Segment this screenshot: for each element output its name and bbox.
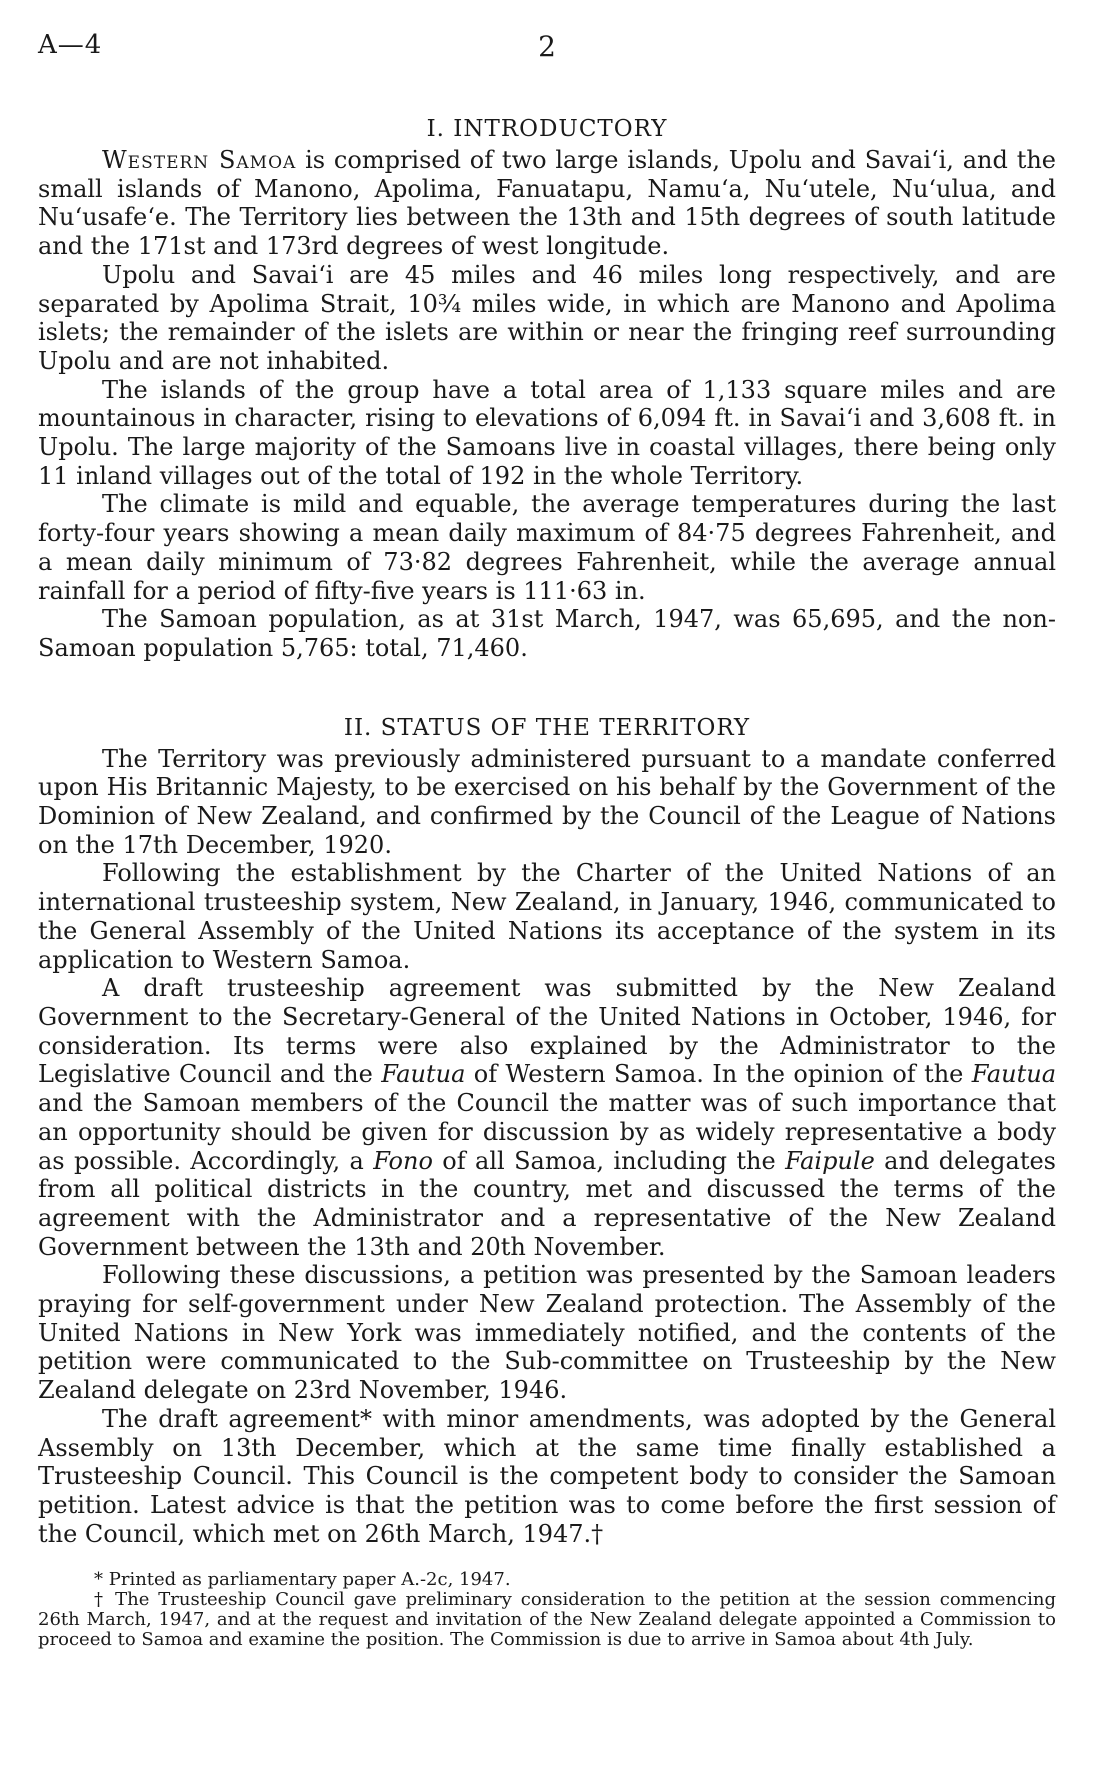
italic-term: Fono <box>373 1146 433 1175</box>
paragraph-text: and the Samoan members of the Council the matter was of such importance that an opportunity should be given for discussion by as widely representative a body as possible. Accordingly, a <box>38 1089 1056 1175</box>
paragraph <box>38 146 1056 261</box>
page-number: 2 <box>538 30 556 63</box>
lead-smallcaps: Western Samoa <box>102 146 297 174</box>
paragraph: The draft agreement* with minor amendments, was adopted by the General Assembly on 13th December, which at the same time finally established a Trusteeship Council. This Council is the competent body to consider the Samoan petition. Latest advice is that the petition was to come before the first session of the Council, which met on 26th March, 1947.† <box>38 1404 1056 1548</box>
paragraph-text: is comprised of two large islands, Upolu and Savai‘i, and the small islands of Manono, Apolima, Fanuatapu, Namu‘a, Nu‘utele, Nu‘ulua, and Nu‘usafe‘e. The Territory lies between the 13th and 15th degrees of south latitude and the 171st and 173rd degrees of west longitude. <box>38 146 1056 261</box>
paragraph-text: of Western Samoa. In the opinion of the <box>465 1060 972 1089</box>
paragraph <box>38 974 1056 1261</box>
footnote <box>38 1590 1056 1650</box>
paragraph-text: A draft trusteeship agreement was submitted by the New Zealand Government to the Secretary-General of the United Nations in October, 1946, for consideration. Its terms were also explained by the Administrator to the Legislative Council and the <box>38 974 1056 1089</box>
footnote-text: The Trusteeship Council gave preliminary consideration to the petition at the session commencing 26th March, 1947, and at the request and invitation of the New Zealand delegate appointed a Commission to proceed to Samoa and examine the position. The Commission is due to arrive in Samoa about 4th July. <box>38 1589 1057 1651</box>
document-reference: A—4 <box>38 30 103 60</box>
paragraph: Following the establishment by the Charter of the United Nations of an international trusteeship system, New Zealand, in January, 1946, communicated to the General Assembly of the United Nations its acceptance of the system in its application to Western Samoa. <box>38 859 1056 974</box>
paragraph: The climate is mild and equable, the average temperatures during the last forty-four years showing a mean daily maximum of 84·75 degrees Fahrenheit, and a mean daily minimum of 73·82 degrees Fahrenheit, while the average annual rainfall for a period of fifty-five years is 111·63 in. <box>38 490 1056 605</box>
paragraph: The Samoan population, as at 31st March, 1947, was 65,695, and the non-Samoan population 5,765: total, 71,460. <box>38 605 1056 662</box>
italic-term: Faipule <box>785 1146 875 1175</box>
footnotes <box>38 1570 1056 1650</box>
section-title-status: II. STATUS OF THE TERRITORY <box>343 714 751 741</box>
paragraph-text: and delegates from all political districts in the country, met and discussed the terms of the agreement with the Administrator and a representative of the New Zealand Government between the 13th and 20th November. <box>38 1146 1056 1261</box>
paragraph: Upolu and Savai‘i are 45 miles and 46 miles long respectively, and are separated by Apolima Strait, 10¾ miles wide, in which are Manono and Apolima islets; the remainder of the islets are within or near the fringing reef surrounding Upolu and are not inhabited. <box>38 260 1056 375</box>
paragraph: The Territory was previously administered pursuant to a mandate conferred upon His Britannic Majesty, to be exercised on his behalf by the Government of the Dominion of New Zealand, and confirmed by the Council of the League of Nations on the 17th December, 1920. <box>38 744 1056 859</box>
section-title-introductory: I. INTRODUCTORY <box>426 116 668 142</box>
paragraph-text: of all Samoa, including the <box>432 1146 786 1175</box>
italic-term: Fautua <box>381 1060 466 1089</box>
footnote: * Printed as parliamentary paper A.-2c, 1947. <box>94 1569 511 1591</box>
footnote-symbol: † <box>94 1589 107 1611</box>
paragraph: Following these discussions, a petition was presented by the Samoan leaders praying for self-government under New Zealand protection. The Assembly of the United Nations in New York was immediately notified, and the contents of the petition were communicated to the Sub-committee on Trusteeship by the New Zealand delegate on 23rd November, 1946. <box>38 1261 1056 1405</box>
italic-term: Fautua <box>971 1060 1056 1089</box>
document-page <box>38 22 1056 1762</box>
page-header <box>38 22 1056 68</box>
paragraph: The islands of the group have a total area of 1,133 square miles and are mountainous in character, rising to elevations of 6,094 ft. in Savai‘i and 3,608 ft. in Upolu. The large majority of the Samoans live in coastal villages, there being only 11 inland villages out of the total of 192 in the whole Territory. <box>38 375 1056 490</box>
